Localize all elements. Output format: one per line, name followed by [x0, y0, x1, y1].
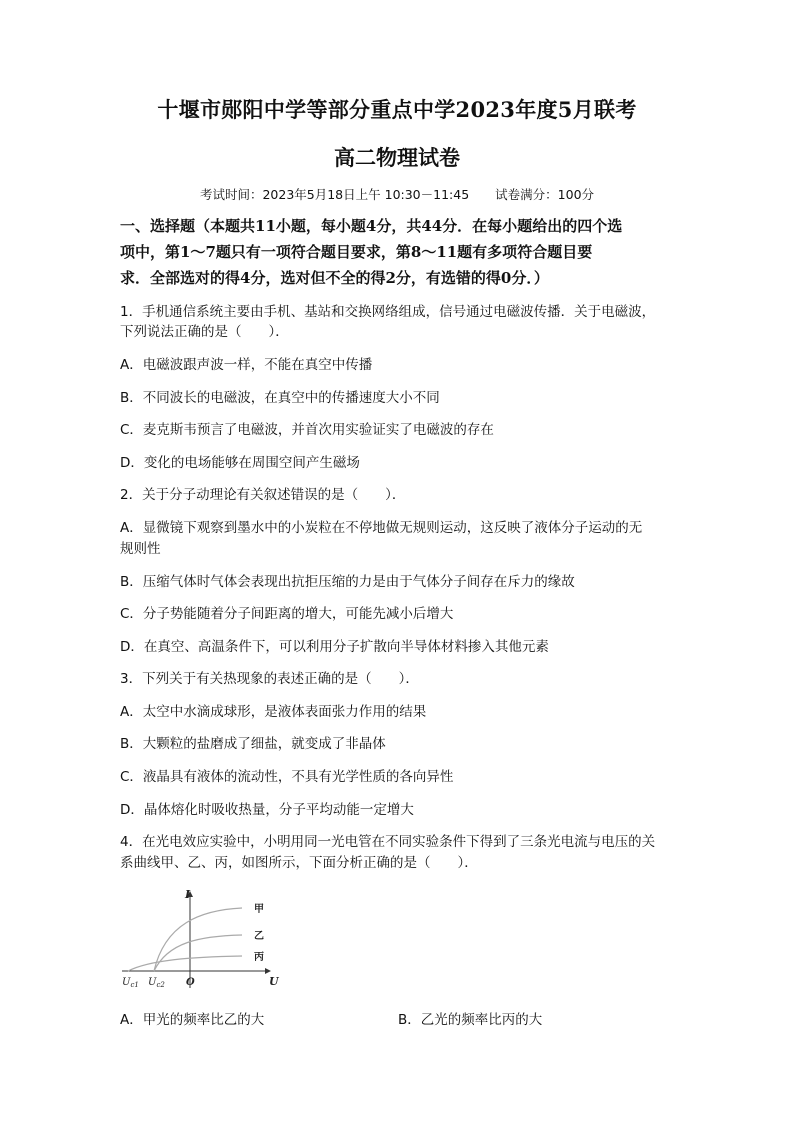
x-axis-label: U	[269, 975, 279, 988]
question-4-option-b: B．乙光的频率比丙的大	[398, 1012, 543, 1028]
origin-label: O	[186, 977, 195, 988]
question-4-stem: 4．在光电效应实验中，小明用同一光电管在不同实验条件下得到了三条光电流与电压的关	[120, 834, 656, 850]
section-heading	[120, 213, 680, 291]
question-3-option-d: D．晶体熔化时吸收热量，分子平均动能一定增大	[120, 802, 414, 818]
question-2-option-b: B．压缩气体时气体会表现出抗拒压缩的力是由于气体分子间存在斥力的缘故	[120, 574, 575, 590]
question-4-option-a: A．甲光的频率比乙的大	[120, 1012, 265, 1028]
curve-bing-label: 丙	[254, 952, 264, 963]
exam-title: 十堰市郧阳中学等部分重点中学2023年度5月联考	[157, 97, 637, 122]
question-1-option-a: A．电磁波跟声波一样，不能在真空中传播	[120, 357, 373, 373]
question-1-option-b: B．不同波长的电磁波，在真空中的传播速度大小不同	[120, 390, 440, 406]
curve-jia-label: 甲	[254, 904, 264, 915]
photocurrent-graph	[120, 884, 285, 994]
question-3-option-c: C．液晶具有液体的流动性，不具有光学性质的各向异性	[120, 769, 454, 785]
exam-info	[0, 185, 794, 203]
section-line: 项中，第1～7题只有一项符合题目要求，第8～11题有多项符合题目要	[120, 243, 593, 261]
section-line: 求．全部选对的得4分，选对但不全的得2分，有选错的得0分．）	[120, 269, 549, 287]
question-2-option-a-cont: 规则性	[120, 541, 161, 557]
exam-time: 考试时间：2023年5月18日上午 10:30－11:45	[199, 187, 470, 202]
question-1-stem: 1．手机通信系统主要由手机、基站和交换网络组成，信号通过电磁波传播．关于电磁波，	[120, 304, 656, 320]
question-3-stem: 3．下列关于有关热现象的表述正确的是（ ）．	[120, 671, 419, 687]
question-1-option-c: C．麦克斯韦预言了电磁波，并首次用实验证实了电磁波的存在	[120, 422, 494, 438]
curve-yi-label: 乙	[254, 931, 264, 942]
question-1-stem: 下列说法正确的是（ ）．	[120, 324, 289, 340]
question-3-option-a: A．太空中水滴成球形，是液体表面张力作用的结果	[120, 704, 427, 720]
question-3-option-b: B．大颗粒的盐磨成了细盐，就变成了非晶体	[120, 736, 386, 752]
curve-bing	[128, 956, 242, 971]
uc1-label: $U_{c1}$	[122, 977, 139, 989]
question-2-option-d: D．在真空、高温条件下，可以利用分子扩散向半导体材料掺入其他元素	[120, 639, 549, 655]
question-2-option-a: A．显微镜下观察到墨水中的小炭粒在不停地做无规则运动，这反映了液体分子运动的无	[120, 520, 643, 536]
question-2-option-c: C．分子势能随着分子间距离的增大，可能先减小后增大	[120, 606, 454, 622]
question-2-stem: 2．关于分子动理论有关叙述错误的是（ ）．	[120, 487, 406, 503]
exam-subtitle: 高二物理试卷	[334, 145, 460, 170]
section-line: 一、选择题（本题共11小题，每小题4分，共44分．在每小题给出的四个选	[120, 217, 623, 235]
question-1-option-d: D．变化的电场能够在周围空间产生磁场	[120, 455, 360, 471]
question-4-stem: 系曲线甲、乙、丙，如图所示，下面分析正确的是（ ）．	[120, 855, 478, 871]
uc2-label: $U_{c2}$	[148, 977, 165, 989]
full-score: 试卷满分：100分	[495, 187, 595, 202]
y-axis-label: I	[185, 888, 191, 901]
